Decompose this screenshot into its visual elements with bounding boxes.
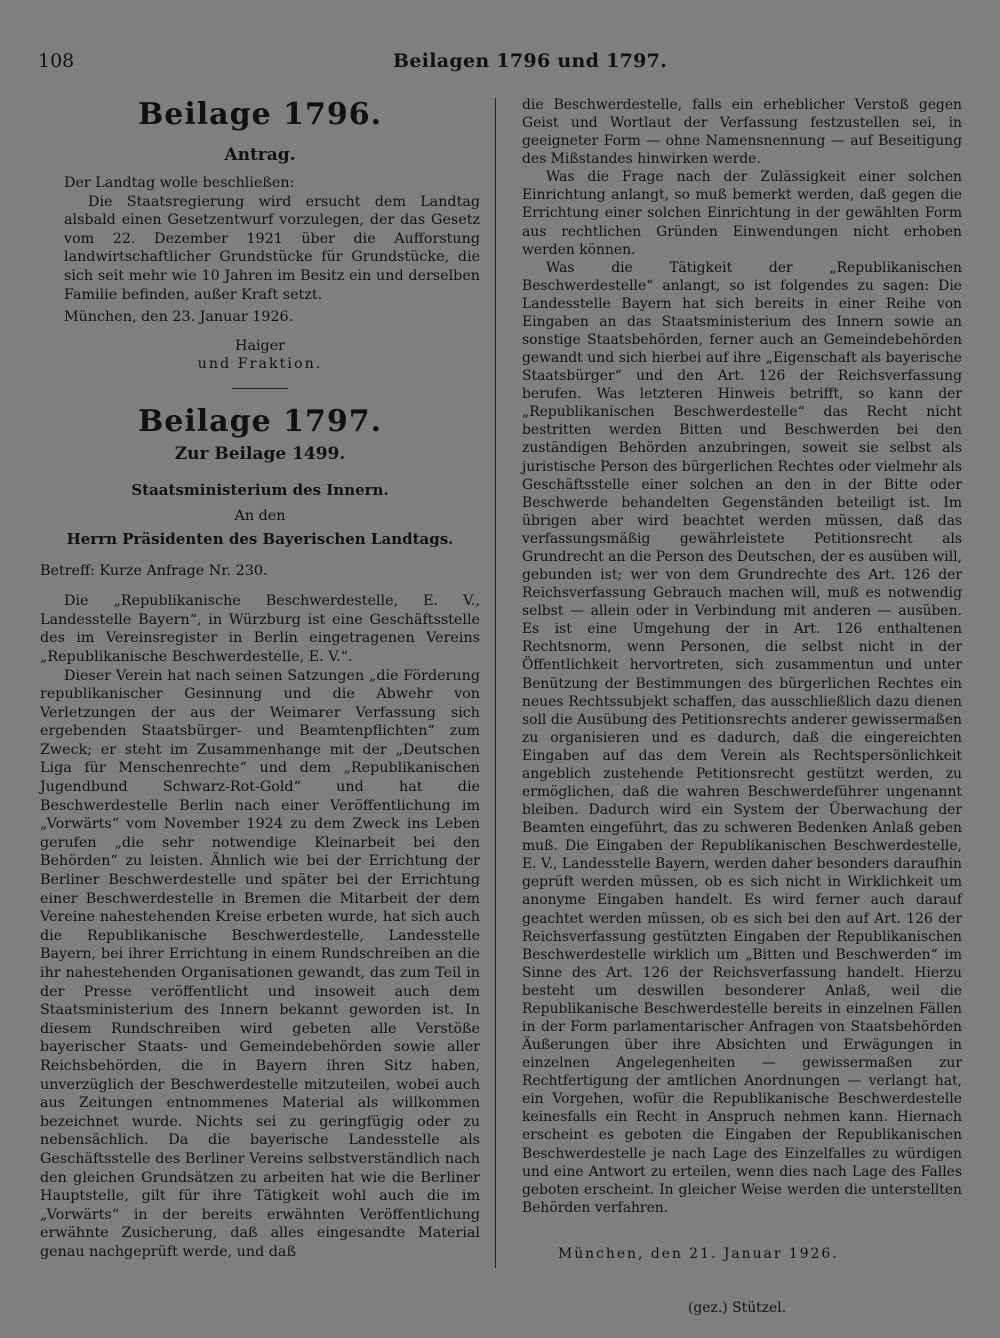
antrag-text: Die Staatsregierung wird ersucht dem Landtag alsbald einen Gesetzentwurf vorzulegen, der das Gesetz vom 22. Dezember 1921 über die Aufforstung landwirtschaftlicher Grundstücke für Grundstücke, die sich seit mehr wie 10 Jahren im Besitz ein und derselben Familie befinden, außer Kraft setzt. [64,193,480,303]
paragraph-3: Was die Frage nach der Zulässigkeit einer solchen Einrichtung anlangt, so muß bemerkt werden, daß gegen die Errichtung einer solchen Einrichtung in der gewählten Form aus rechtlichen Gründen Einwendungen nicht erhoben werden können. [522,169,962,258]
antrag-signer: Haiger [234,337,285,354]
column-divider [495,98,496,1268]
section-rule [232,388,288,389]
betreff-line: Betreff: Kurze Anfrage Nr. 230. [40,562,268,579]
paragraph-2: Dieser Verein hat nach seinen Satzungen „die Förderung republikanischer Gesinnung und die Abwehr von Verletzungen der aus der Weimarer Verfassung sich ergebenden Staatsbürger- und Beamtenpflichten“ zum Zweck; er steht im Zusammenhange mit der „Deutschen Liga für Menschenrechte“ und dem „Republikanischen Jugendbund Schwarz-Rot-Gold“ und hat die Beschwerdestelle Berlin nach einer Veröffentlichung im „Vorwärts“ vom November 1924 zu dem Zweck ins Leben gerufen „die sehr notwendige Kleinarbeit bei den Behörden“ zu leisten. Ähnlich wie bei der Errichtung der Berliner Beschwerdestelle und später bei der Errichtung einer Beschwerdestelle in Bremen die Mitarbeit der dem Vereine nahestehenden Kreise erbeten wurde, hat sich auch die Republikanische Beschwerdestelle, Landesstelle Bayern, bei ihrer Errichtung in einem Rundschreiben an die ihr nahestehenden Organisationen gewandt, das zum Teil in der Presse veröffentlicht und insoweit auch dem Staatsministerium des Innern bekannt geworden ist. In diesem Rundschreiben wird gebeten alle Verstöße bayerischer Staats- und Gemeindebehörden sowie aller Reichsbehörden, die in Bayern ihren Sitz haben, unverzüglich der Beschwerdestelle mitzuteilen, wobei auch aus Zeitungen entnommenes Material als willkommen bezeichnet wurde. Nichts sei zu geringfügig oder zu nebensächlich. Da die bayerische Landesstelle als Geschäftsstelle des Berliner Vereins selbstverständlich nach den gleichen Grundsätzen zu arbeiten hat wie die Berliner Hauptstelle, gilt für ihre Tätigkeit wohl auch die im „Vorwärts“ in der bereits erwähnten Veröffentlichung erwähnte Zusicherung, daß alles eingesandte Material genau nachgeprüft werde, und daß [40,667,480,1260]
addressee-to: An den [234,507,286,524]
page-header [38,50,962,78]
paragraph-4: Was die Tätigkeit der „Republikanischen Beschwerdestelle“ anlangt, so ist folgendes zu sagen: Die Landesstelle Bayern hat sich bereits in einer Reihe von Eingaben an das Staatsministerium des Innern sowie an sonstige Staatsbehörden, ferner auch an Gemeindebehörden gewandt und sich hierbei auf ihre „Eigenschaft als bayerische Staatsbürger“ und den Art. 126 der Reichsverfassung berufen. Was letzteren Hinweis betrifft, so kann der „Republikanischen Beschwerdestelle“ das Recht nicht bestritten werden Bitten und Beschwerden bei den zuständigen Behörden anzubringen, soweit sie selbst als juristische Person des bürgerlichen Rechtes oder vielmehr als Geschäftsstelle einer solchen an den in der Bitte oder Beschwerde behandelten Gegenständen beteiligt ist. Im übrigen aber wird beachtet werden müssen, daß das verfassungsmäßig gewährleistete Petitionsrecht als Grundrecht an die Person des Deutschen, der es ausüben will, gebunden ist; wer von dem Grundrechte des Art. 126 der Reichsverfassung Gebrauch machen will, muß es notwendig selbst — allein oder in Verbindung mit anderen — ausüben. Es ist eine Umgehung der in Art. 126 enthaltenen Rechtsnorm, wenn Personen, die selbst nicht in der Öffentlichkeit hervortreten, sich zusammentun und unter Benützung der Bestimmungen des bürgerlichen Rechtes ein neues Rechtssubjekt schaffen, das ausschließlich dazu dienen soll die Ausübung des Petitionsrechts anderer gewissermaßen zu organisieren und es dadurch, daß die eingereichten Eingaben auf das dem Verein als Rechtspersönlichkeit angeblich zustehende Petitionsrecht gestützt werden, zu ermöglichen, daß die wahren Beschwerdeführer ungenannt bleiben. Dadurch wird ein System der Überwachung der Beamten eingeführt, das zu schweren Bedenken Anlaß geben muß. Die Eingaben der Republikanischen Beschwerdestelle, E. V., Landesstelle Bayern, werden daher besonders daraufhin geprüft werden müssen, ob es sich nicht in Wirklichkeit um anonyme Eingaben handelt. Es wird ferner auch darauf geachtet werden müssen, ob es sich bei den auf Art. 126 der Reichsverfassung gestützten Eingaben der Republikanischen Beschwerdestelle wirklich um „Bitten und Beschwerden“ im Sinne des Art. 126 der Reichsverfassung handelt. Hierzu besteht um deswillen besonderer Anlaß, weil die Republikanische Beschwerdestelle bereits in einzelnen Fällen in der Form parlamentarischer Anfragen von Staatsbehörden Äußerungen über ihre Absichten und Erwägungen in einzelnen Angelegenheiten — gewissermaßen zur Rechtfertigung der amtlichen Anordnungen — verlangt hat, ein Vorgehen, wofür die Republikanische Beschwerdestelle keinesfalls ein Recht in Anspruch nehmen kann. Hiernach erscheint es geboten die Eingaben der Republikanischen Beschwerdestelle je nach Lage des Einzelfalles zu würdigen und eine Antwort zu erteilen, wenn dies nach Lage des Falles geboten erscheint. In gleicher Weise werden die unterstellten Behörden verfahren. [522,259,962,1216]
paragraph-2-continued: die Beschwerdestelle, falls ein erheblicher Verstoß gegen Geist und Wortlaut der Verfassung festzustellen sei, in geeigneter Form — ohne Namensnennung — auf Beseitigung des Mißstandes hinwirken werde. [522,97,962,168]
closing-signature: (gez.) Stützel. [688,1299,787,1316]
addressee: Herrn Präsidenten des Bayerischen Landtags. [66,529,454,548]
beilage-1796-title: Beilage 1796. [137,97,383,132]
antrag-heading: Antrag. [224,145,296,165]
paragraph-1: Die „Republikanische Beschwerdestelle, E. V., Landesstelle Bayern“, in Würzburg ist eine Geschäftsstelle des im Vereinsregister in Berlin eingetragenen Vereins „Republikanische Beschwerdestelle, E. V.“. [40,593,480,665]
left-column [40,96,480,1262]
page-number: 108 [38,50,75,72]
antrag-intro: Der Landtag wolle beschließen: [64,175,295,191]
right-column [522,96,962,1317]
zur-beilage-heading: Zur Beilage 1499. [174,443,346,464]
antrag-date: München, den 23. Januar 1926. [64,309,294,326]
ministry-heading: Staatsministerium des Innern. [131,480,389,499]
antrag-faction: und Fraktion. [197,356,323,373]
running-title: Beilagen 1796 und 1797. [393,50,668,72]
closing-date: München, den 21. Januar 1926. [558,1245,839,1262]
beilage-1797-title: Beilage 1797. [137,403,383,439]
